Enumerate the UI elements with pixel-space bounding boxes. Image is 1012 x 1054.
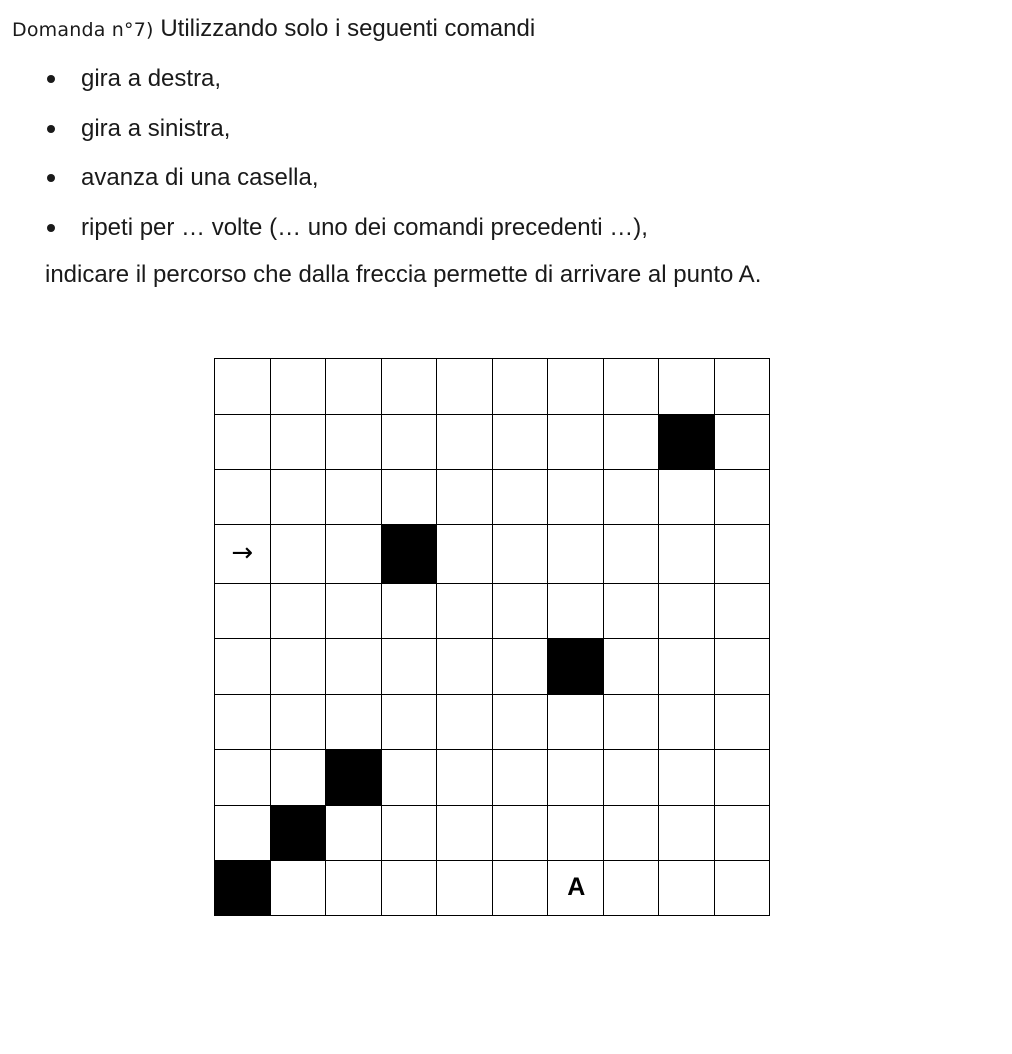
grid-cell: [548, 415, 604, 470]
blocked-cell: [215, 860, 271, 915]
grid-cell: [548, 470, 604, 525]
grid-cell: [437, 639, 493, 694]
grid-cell: [603, 584, 659, 639]
grid-cell: [492, 805, 548, 860]
grid-cell: [437, 749, 493, 805]
grid-cell: [603, 639, 659, 694]
grid-cell: [492, 860, 548, 915]
start-cell: [215, 525, 271, 584]
grid-cell: [215, 694, 271, 749]
grid-cell: [714, 805, 770, 860]
command-label: gira a sinistra,: [81, 114, 231, 142]
grid-cell: [659, 860, 715, 915]
grid-cell: [714, 470, 770, 525]
grid-cell: [381, 749, 437, 805]
grid-row: [215, 805, 770, 860]
blocked-cell: [270, 805, 326, 860]
grid-cell: [326, 639, 382, 694]
grid-cell: [659, 805, 715, 860]
grid-row: [215, 359, 770, 415]
command-item: [44, 62, 648, 112]
start-arrow-icon: →: [231, 538, 254, 569]
grid-cell: [270, 584, 326, 639]
grid-row: [215, 415, 770, 470]
grid-cell: [603, 694, 659, 749]
grid-row: [215, 639, 770, 694]
grid-row: [215, 584, 770, 639]
grid-cell: [437, 415, 493, 470]
grid-cell: [326, 694, 382, 749]
grid-cell: [381, 470, 437, 525]
grid-row: [215, 749, 770, 805]
grid-row: [215, 694, 770, 749]
grid-cell: [381, 415, 437, 470]
blocked-cell: [326, 749, 382, 805]
bullet-icon: [47, 75, 55, 83]
command-label: avanza di una casella,: [81, 164, 319, 191]
grid-cell: [714, 359, 770, 415]
grid-cell: [215, 584, 271, 639]
grid-cell: [714, 860, 770, 915]
grid-cell: [714, 415, 770, 470]
grid-row: [215, 525, 770, 584]
grid-cell: [714, 525, 770, 584]
bullet-icon: [47, 224, 55, 232]
grid-cell: [270, 415, 326, 470]
grid-cell: [492, 639, 548, 694]
grid-cell: [215, 749, 271, 805]
grid-cell: [548, 359, 604, 415]
grid-cell: [437, 470, 493, 525]
grid-cell: [659, 584, 715, 639]
grid-cell: [659, 525, 715, 584]
grid-cell: [381, 694, 437, 749]
path-grid: [214, 358, 770, 916]
grid-cell: [381, 860, 437, 915]
grid-cell: [603, 749, 659, 805]
grid-cell: [492, 415, 548, 470]
grid-cell: [437, 805, 493, 860]
grid-cell: [215, 639, 271, 694]
grid-cell: [714, 694, 770, 749]
grid-cell: [437, 525, 493, 584]
grid-cell: [659, 639, 715, 694]
grid-row: [215, 470, 770, 525]
grid-cell: [714, 639, 770, 694]
grid-cell: [326, 415, 382, 470]
blocked-cell: [381, 525, 437, 584]
grid-cell: [659, 749, 715, 805]
grid-cell: [548, 694, 604, 749]
target-cell: [548, 860, 604, 915]
grid-cell: [381, 639, 437, 694]
grid-cell: [603, 805, 659, 860]
command-item: [44, 112, 648, 162]
grid-cell: [215, 805, 271, 860]
grid-cell: [270, 359, 326, 415]
command-label: ripeti per … volte (… uno dei comandi precedenti …),: [81, 213, 648, 241]
grid-cell: [659, 359, 715, 415]
grid-cell: [326, 584, 382, 639]
grid-cell: [437, 584, 493, 639]
blocked-cell: [659, 415, 715, 470]
grid-cell: [437, 860, 493, 915]
grid-cell: [270, 470, 326, 525]
grid-cell: [326, 470, 382, 525]
grid-cell: [215, 359, 271, 415]
grid-cell: [437, 694, 493, 749]
command-label: gira a destra,: [81, 65, 222, 92]
command-list: [44, 62, 648, 260]
grid-cell: [381, 584, 437, 639]
target-label: A: [567, 873, 586, 902]
grid-cell: [603, 525, 659, 584]
grid-cell: [492, 694, 548, 749]
grid-cell: [548, 749, 604, 805]
grid-cell: [659, 470, 715, 525]
grid-cell: [326, 525, 382, 584]
grid-cell: [603, 415, 659, 470]
grid-cell: [548, 525, 604, 584]
question-number: Domanda n°7): [12, 19, 154, 41]
bullet-icon: [47, 125, 55, 133]
instruction-text: indicare il percorso che dalla freccia permette di arrivare al punto A.: [45, 261, 762, 288]
grid-cell: [548, 805, 604, 860]
grid-cell: [492, 584, 548, 639]
grid-cell: [326, 860, 382, 915]
grid-cell: [326, 359, 382, 415]
grid-cell: [492, 525, 548, 584]
grid-cell: [437, 359, 493, 415]
grid-cell: [714, 749, 770, 805]
grid-row: [215, 860, 770, 915]
grid-cell: [270, 639, 326, 694]
grid-cell: [215, 470, 271, 525]
grid-cell: [714, 584, 770, 639]
grid-cell: [215, 415, 271, 470]
grid-cell: [270, 694, 326, 749]
grid-cell: [381, 805, 437, 860]
grid-cell: [603, 470, 659, 525]
grid-cell: [492, 359, 548, 415]
grid-cell: [381, 359, 437, 415]
grid-cell: [270, 860, 326, 915]
grid-cell: [548, 584, 604, 639]
blocked-cell: [548, 639, 604, 694]
grid-cell: [270, 749, 326, 805]
grid-cell: [603, 359, 659, 415]
grid-cell: [326, 805, 382, 860]
question-text: Utilizzando solo i seguenti comandi: [160, 15, 536, 42]
grid-cell: [659, 694, 715, 749]
bullet-icon: [47, 174, 55, 182]
grid-cell: [492, 749, 548, 805]
command-item: [44, 211, 648, 261]
grid-cell: [603, 860, 659, 915]
question-line: [12, 14, 535, 45]
grid-cell: [492, 470, 548, 525]
command-item: [44, 161, 648, 211]
grid-cell: [270, 525, 326, 584]
